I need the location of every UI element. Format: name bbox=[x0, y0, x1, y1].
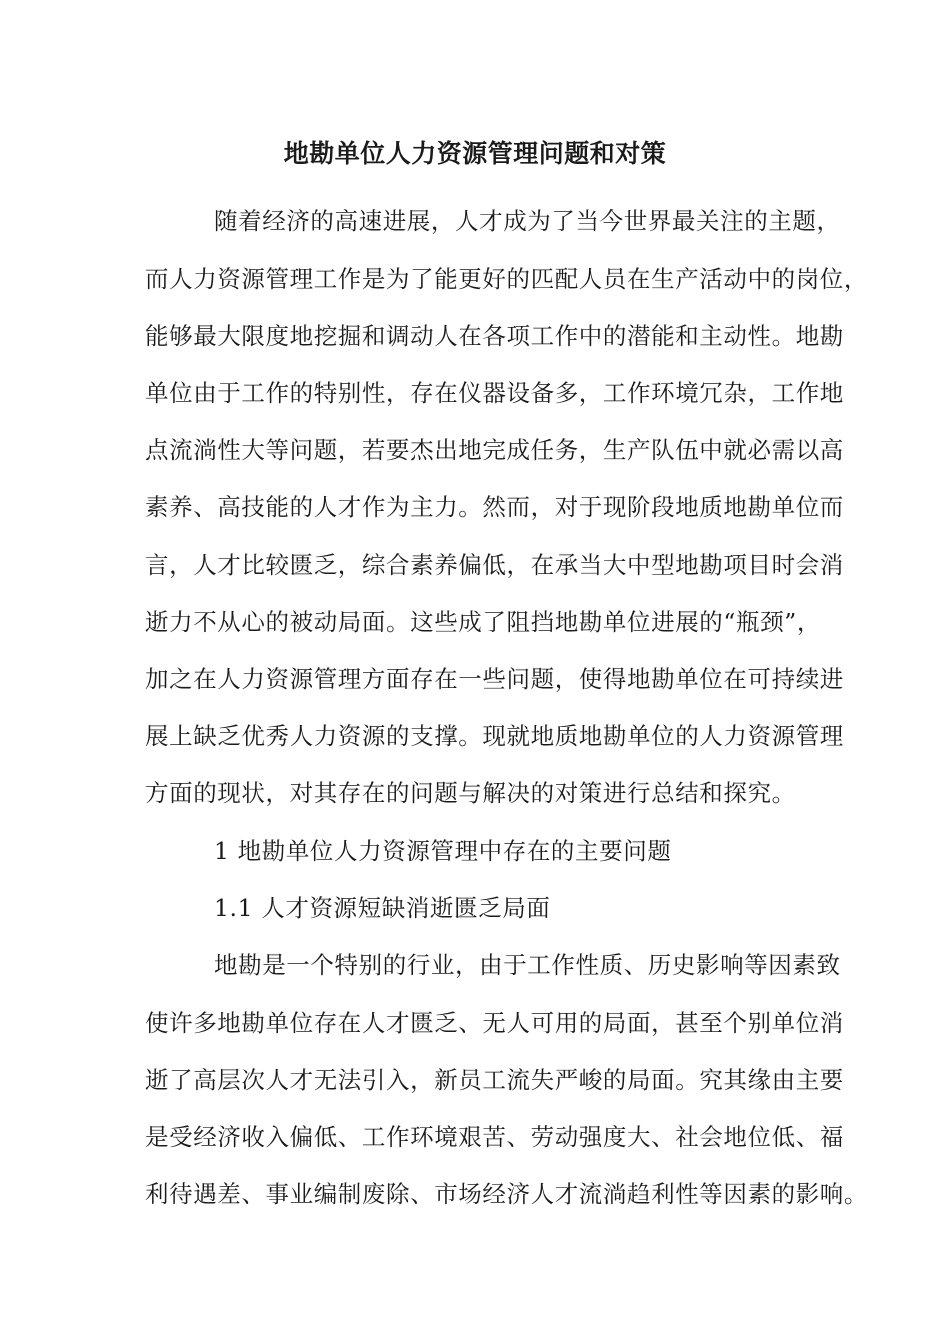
paragraph-line: 使许多地勘单位存在人才匮乏、无人可用的局面，甚至个别单位消 bbox=[145, 1009, 844, 1037]
paragraph-line: 而人力资源管理工作是为了能更好的匹配人员在生产活动中的岗位， bbox=[145, 265, 868, 293]
paragraph-line: 加之在人力资源管理方面存在一些问题，使得地勘单位在可持续进 bbox=[145, 665, 844, 693]
subsection-heading: 1.1 人才资源短缺消逝匮乏局面 bbox=[214, 894, 551, 922]
paragraph-line: 方面的现状，对其存在的问题与解决的对策进行总结和探究。 bbox=[145, 779, 796, 807]
section-heading: 1 地勘单位人力资源管理中存在的主要问题 bbox=[214, 837, 672, 865]
paragraph-line: 地勘是一个特别的行业，由于工作性质、历史影响等因素致 bbox=[214, 951, 841, 979]
document-title: 地勘单位人力资源管理问题和对策 bbox=[283, 139, 667, 168]
paragraph-line: 素养、高技能的人才作为主力。然而，对于现阶段地质地勘单位而 bbox=[145, 493, 844, 521]
paragraph-line: 随着经济的高速进展，人才成为了当今世界最关注的主题， bbox=[214, 207, 841, 235]
paragraph-line: 言，人才比较匮乏，综合素养偏低，在承当大中型地勘项目时会消 bbox=[145, 551, 844, 579]
paragraph-line: 单位由于工作的特别性，存在仪器设备多，工作环境冗杂，工作地 bbox=[145, 379, 844, 407]
paragraph-line: 点流淌性大等问题，若要杰出地完成任务，生产队伍中就必需以高 bbox=[145, 436, 844, 464]
paragraph-line: 利待遇差、事业编制废除、市场经济人才流淌趋利性等因素的影响。 bbox=[145, 1180, 868, 1208]
paragraph-line: 展上缺乏优秀人力资源的支撑。现就地质地勘单位的人力资源管理 bbox=[145, 722, 844, 750]
paragraph-line: 能够最大限度地挖掘和调动人在各项工作中的潜能和主动性。地勘 bbox=[145, 322, 844, 350]
paragraph-line: 逝力不从心的被动局面。这些成了阻挡地勘单位进展的“瓶颈”， bbox=[145, 608, 821, 636]
paragraph-line: 逝了高层次人才无法引入，新员工流失严峻的局面。究其缘由主要 bbox=[145, 1066, 844, 1094]
paragraph-line: 是受经济收入偏低、工作环境艰苦、劳动强度大、社会地位低、福 bbox=[145, 1123, 844, 1151]
